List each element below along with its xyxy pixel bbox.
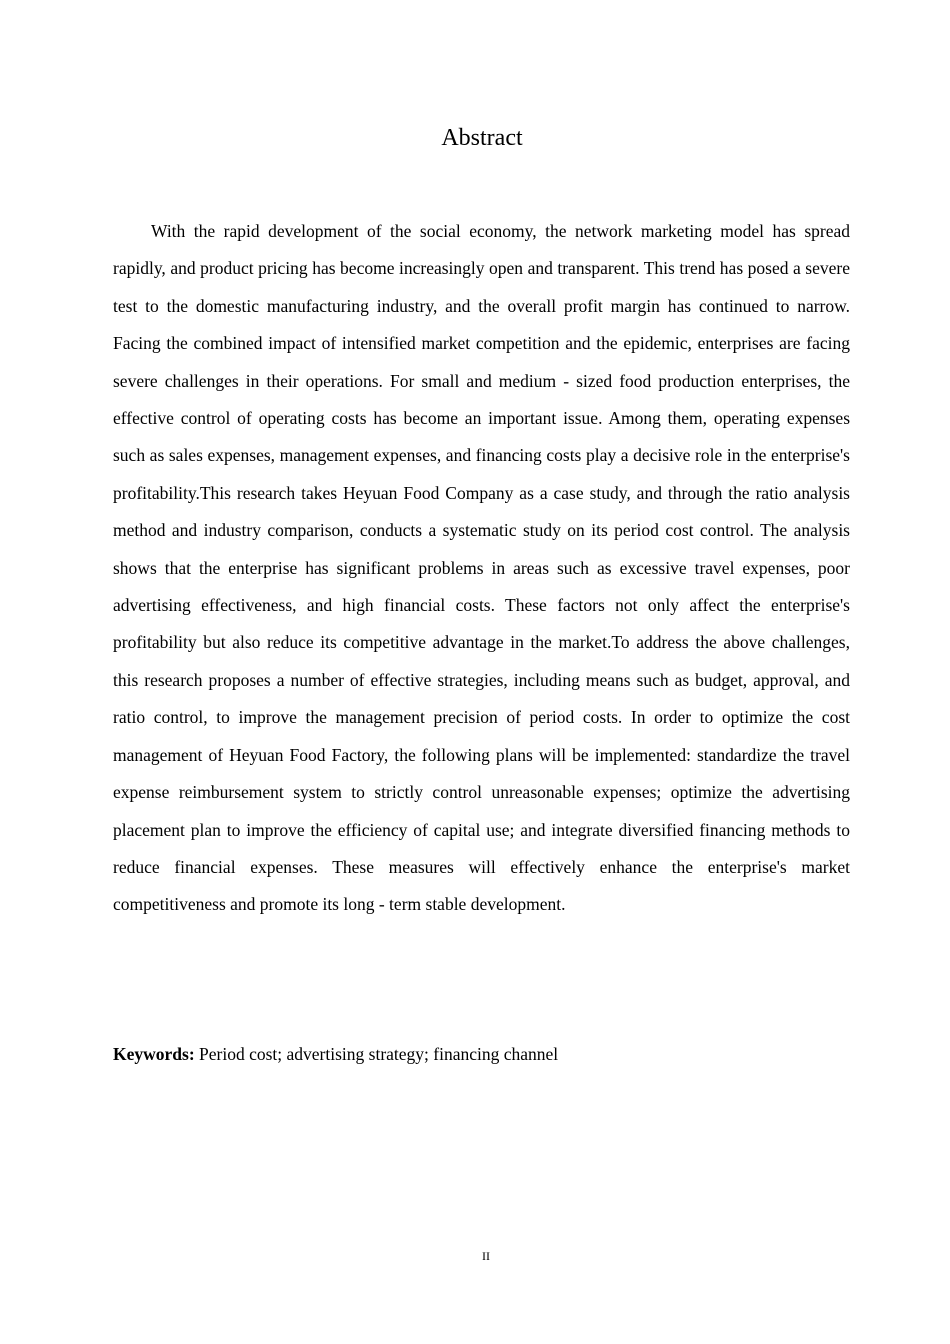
keywords-text: Period cost; advertising strategy; financing channel <box>194 1044 559 1064</box>
abstract-body: With the rapid development of the social economy, the network marketing model has spread rapidly, and product pricing has become increasingly open and transparent. This trend has posed a severe test to the domestic manufacturing industry, and the overall profit margin has continued to narrow. Facing the combined impact of intensified market competition and the epidemic, enterprises are facing severe challenges in their operations. For small and medium - sized food production enterprises, the effective control of operating costs has become an important issue. Among them, operating expenses such as sales expenses, management expenses, and financing costs play a decisive role in the enterprise's profitability.This research takes Heyuan Food Company as a case study, and through the ratio analysis method and industry comparison, conducts a systematic study on its period cost control. The analysis shows that the enterprise has significant problems in areas such as excessive travel expenses, poor advertising effectiveness, and high financial costs. These factors not only affect the enterprise's profitability but also reduce its competitive advantage in the market.To address the above challenges, this research proposes a number of effective strategies, including means such as budget, approval, and ratio control, to improve the management precision of period costs. In order to optimize the cost management of Heyuan Food Factory, the following plans will be implemented: standardize the travel expense reimbursement system to strictly control unreasonable expenses; optimize the advertising placement plan to improve the efficiency of capital use; and integrate diversified financing methods to reduce financial expenses. These measures will effectively enhance the enterprise's market competitiveness and promote its long - term stable development. <box>113 221 850 915</box>
keywords-line <box>113 1039 850 1069</box>
page-title: Abstract <box>441 125 523 151</box>
page-number: II <box>482 1249 490 1263</box>
keywords-label: Keywords: <box>113 1044 195 1064</box>
